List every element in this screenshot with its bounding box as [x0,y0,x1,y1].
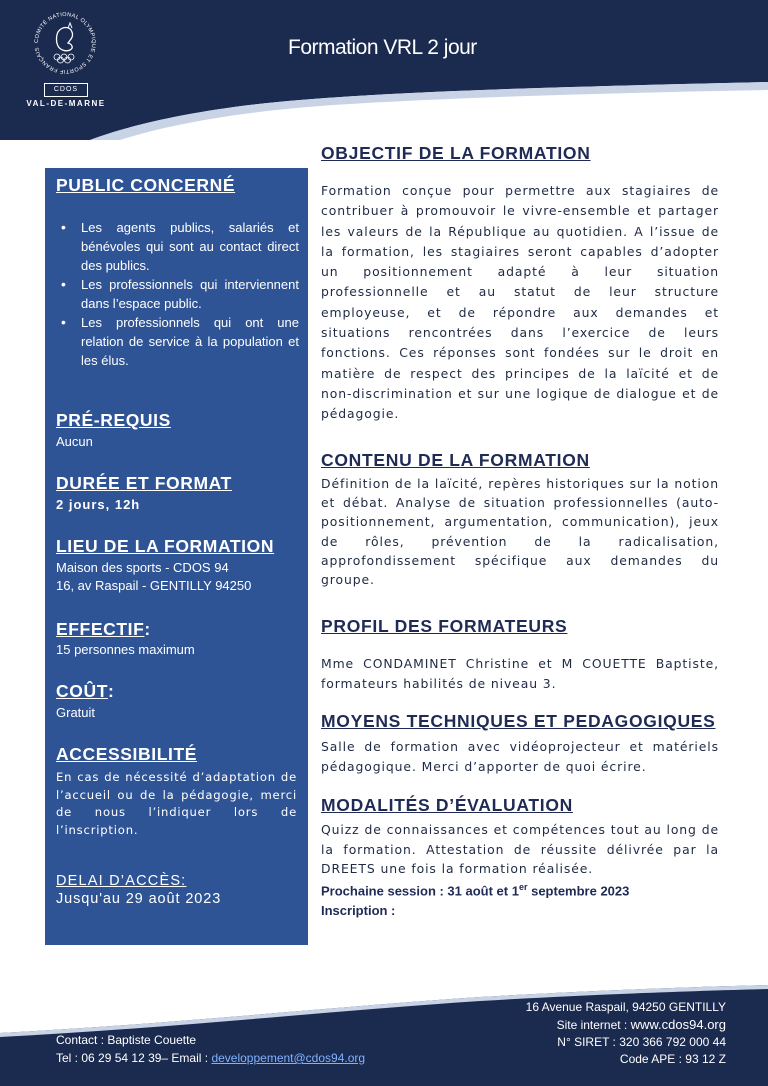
public-list [81,218,299,370]
lieu-heading: LIEU DE LA FORMATION [56,536,275,556]
duree-heading: DURÉE ET FORMAT [56,473,232,493]
footer-site-link[interactable]: www.cdos94.org [630,1017,726,1032]
footer-email-label: – Email : [161,1051,212,1065]
objectif-heading: OBJECTIF DE LA FORMATION [321,143,591,163]
footer-ape: Code APE : 93 12 Z [619,1052,726,1066]
session-text [321,882,629,898]
olympic-rooster-emblem-icon [32,10,98,76]
logo-cdos-label: CDOS [44,83,88,97]
footer-address-block [526,999,726,1068]
footer-contact-line [56,1031,365,1049]
footer-contact-label: Contact : [56,1033,108,1047]
cout-heading [56,681,114,702]
footer-site-label: Site internet : [556,1018,631,1032]
session-prefix: Prochaine session : 31 août et 1 [321,883,519,899]
footer-tel-label: Tel : [56,1051,82,1065]
footer-siret: N° SIRET : 320 366 792 000 44 [557,1035,726,1049]
prerequis-heading: PRÉ-REQUIS [56,410,171,430]
session-suffix: septembre 2023 [527,883,630,899]
footer-tel-line [56,1049,365,1067]
document-title: Formation VRL 2 jour [288,36,477,59]
objectif-text: Formation conçue pour permettre aux stagiaires de contribuer à promouvoir le vivre-ensemble et partager les valeurs de la République au quotidien. A l’issue de la formation, les stagiaires seront capables d’adopter un positionnement adapté à leur situation professionnelle et au statut de leur structure employeuse, et de répondre aux demandes et situations rencontrées dans l’exercice de leurs fonctions. Ces réponses sont fondées sur le droit en matière de respect des principes de la laïcité et de non-discrimination et sur une logique de dialogue et de pédagogie. [321,183,719,422]
accessibilite-text: En cas de nécessité d’adaptation de l’accueil ou de la pédagogie, merci de nous l’indiquer lors de l’inscription. [56,770,297,837]
sidebar-panel [45,168,308,945]
contenu-heading: CONTENU DE LA FORMATION [321,450,590,470]
effectif-colon: : [144,619,151,639]
svg-text:COMITÉ NATIONAL OLYMPIQUE ET S: COMITÉ NATIONAL OLYMPIQUE ET SPORTIF FRANÇAIS [33,11,97,75]
delai-heading: DELAI D’ACCÈS: [56,873,187,889]
header-banner [0,0,768,140]
logo-region-label: VAL-DE-MARNE [26,99,106,108]
modalites-text: Quizz de connaissances et compétences tout au long de la formation. Attestation de réussite délivrée par la DREETS une fois la formation réalisée. [321,822,719,876]
cout-text: Gratuit [56,705,96,720]
profil-text: Mme CONDAMINET Christine et M COUETTE Baptiste, formateurs habilités de niveau 3. [321,656,719,691]
duree-text: 2 jours, 12h [56,497,141,512]
list-item: • Les professionnels qui interviennent dans l’espace public. [81,275,299,313]
list-item: • Les professionnels qui ont une relation de service à la population et les élus. [81,313,299,370]
cout-heading-label: COÛT [56,681,108,701]
session-sup: er [518,882,528,892]
list-item: • Les agents publics, salariés et bénévoles qui sont au contact direct des publics. [81,218,299,275]
footer-address: 16 Avenue Raspail, 94250 GENTILLY [525,1000,726,1014]
effectif-text: 15 personnes maximum [56,642,195,657]
profil-heading: PROFIL DES FORMATEURS [321,616,568,636]
footer-contact-block [56,1031,365,1067]
lieu-line1: Maison des sports - CDOS 94 [56,560,229,575]
delai-text: Jusqu'au 29 août 2023 [56,891,222,907]
effectif-heading-label: EFFECTIF [56,619,145,639]
moyens-heading: MOYENS TECHNIQUES ET PEDAGOGIQUES [321,711,716,731]
cdos-logo [24,10,114,112]
moyens-text: Salle de formation avec vidéoprojecteur et matériels pédagogique. Merci d’apporter de quoi écrire. [321,739,719,774]
footer-site-line [526,1016,726,1034]
lieu-line2: 16, av Raspail - GENTILLY 94250 [56,578,252,593]
footer-contact-name: Baptiste Couette [107,1033,197,1047]
modalites-heading: MODALITÉS D’ÉVALUATION [321,795,573,815]
prerequis-text: Aucun [56,434,93,449]
inscription-label: Inscription : [321,903,396,918]
footer-tel-number: 06 29 54 12 39 [81,1051,162,1065]
cout-colon: : [107,681,115,701]
footer-email-link[interactable]: developpement@cdos94.org [211,1051,366,1065]
effectif-heading [56,619,151,640]
contenu-text: Définition de la laïcité, repères historiques sur la notion et débat. Analyse de situation professionnelles (auto-positionnement, argumentation, communication), jeux de rôles, prévention de la radicalisation, approfondissement spécifique aux demandes du groupe. [321,476,719,588]
accessibilite-heading: ACCESSIBILITÉ [56,744,198,764]
public-heading: PUBLIC CONCERNÉ [56,175,236,195]
